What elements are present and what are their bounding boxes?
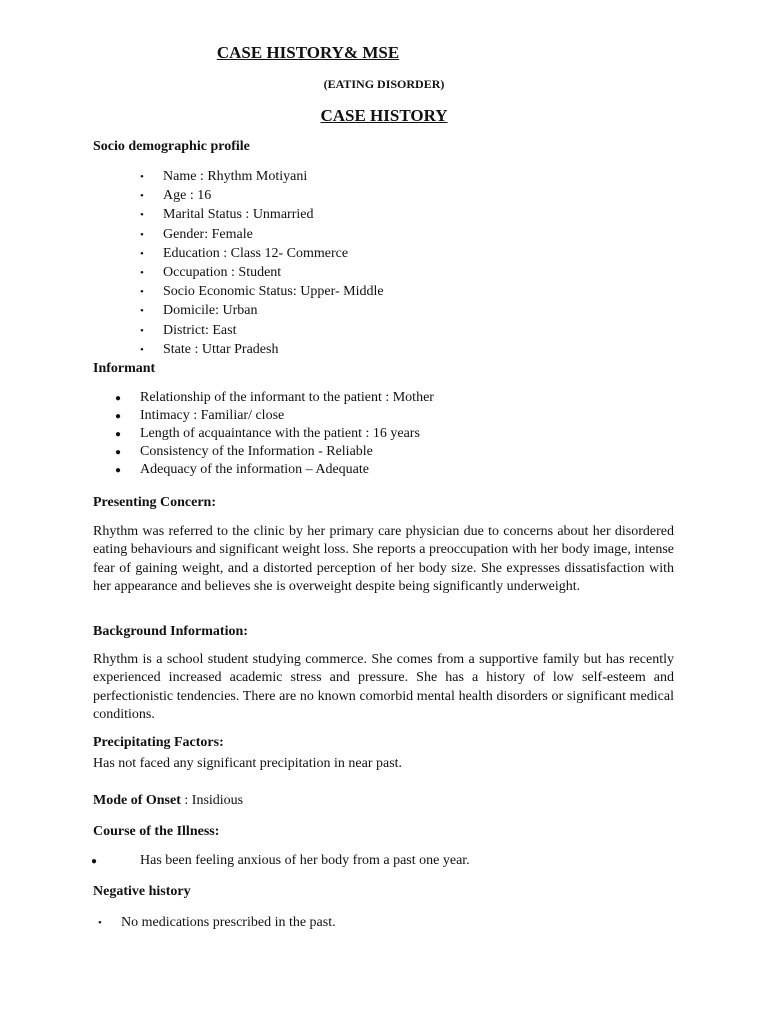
course-heading: Course of the Illness: bbox=[93, 824, 220, 839]
list-item bbox=[140, 227, 144, 243]
list-item bbox=[140, 323, 144, 339]
list-item bbox=[140, 342, 144, 358]
list-item-text: Socio Economic Status: Upper- Middle bbox=[163, 284, 384, 299]
list-item-text: Relationship of the informant to the patient : Mother bbox=[140, 390, 434, 405]
list-item bbox=[115, 426, 121, 442]
bullet-icon: ● bbox=[115, 447, 122, 458]
list-item bbox=[140, 246, 144, 262]
list-item bbox=[140, 284, 144, 300]
list-item-text: Consistency of the Information - Reliable bbox=[140, 444, 373, 459]
list-item-text: Name : Rhythm Motiyani bbox=[163, 169, 308, 184]
bullet-icon: ● bbox=[115, 465, 122, 476]
mode-of-onset-value: : Insidious bbox=[184, 793, 244, 808]
bullet-icon: • bbox=[140, 286, 144, 298]
list-item bbox=[115, 390, 121, 406]
list-item-text: Gender: Female bbox=[163, 227, 253, 242]
presenting-concern-text: Rhythm was referred to the clinic by her primary care physician due to concerns about her disordered eating behaviours and significant weight loss. She reports a preoccupation with her body image, intense fear of gaining weight, and a distorted perception of her body size. She expresses dissatisfaction with her appearance and believes she is overweight despite being significantly underweight. bbox=[93, 524, 674, 594]
case-history-heading: CASE HISTORY bbox=[320, 106, 448, 125]
bullet-icon: ● bbox=[115, 411, 122, 422]
socio-demographic-heading: Socio demographic profile bbox=[93, 139, 250, 154]
list-item bbox=[140, 265, 144, 281]
list-item bbox=[140, 303, 144, 319]
bullet-icon: • bbox=[140, 325, 144, 337]
bullet-icon: • bbox=[140, 190, 144, 202]
list-item bbox=[91, 853, 97, 869]
precipitating-text: Has not faced any significant precipitation in near past. bbox=[93, 756, 403, 771]
list-item-text: Occupation : Student bbox=[163, 265, 282, 280]
list-item-text: Age : 16 bbox=[163, 188, 212, 203]
precipitating-heading: Precipitating Factors: bbox=[93, 735, 224, 750]
list-item-text: Adequacy of the information – Adequate bbox=[140, 462, 369, 477]
list-item bbox=[140, 169, 144, 185]
document-title: CASE HISTORY& MSE bbox=[216, 43, 400, 62]
list-item bbox=[98, 915, 102, 931]
bullet-icon: • bbox=[98, 917, 102, 929]
list-item-text: State : Uttar Pradesh bbox=[163, 342, 279, 357]
list-item-text: Intimacy : Familiar/ close bbox=[140, 408, 285, 423]
bullet-icon: • bbox=[140, 267, 144, 279]
mode-of-onset-label: Mode of Onset bbox=[93, 793, 181, 808]
document-subtitle bbox=[0, 77, 768, 92]
list-item-text: District: East bbox=[163, 323, 237, 338]
list-item bbox=[115, 444, 121, 460]
bullet-icon: • bbox=[140, 305, 144, 317]
bullet-icon: • bbox=[140, 344, 144, 356]
bullet-icon: • bbox=[140, 171, 144, 183]
list-item-text: Education : Class 12- Commerce bbox=[163, 246, 349, 261]
list-item bbox=[115, 462, 121, 478]
list-item-text: Marital Status : Unmarried bbox=[163, 207, 314, 222]
negative-history-heading: Negative history bbox=[93, 884, 191, 899]
list-item-text: Has been feeling anxious of her body from a past one year. bbox=[140, 853, 470, 868]
list-item-text: Length of acquaintance with the patient : 16 years bbox=[140, 426, 420, 441]
bullet-icon: ● bbox=[115, 393, 122, 404]
background-heading: Background Information: bbox=[93, 624, 248, 639]
mode-of-onset bbox=[93, 793, 243, 809]
bullet-icon: ● bbox=[91, 856, 98, 867]
bullet-icon: ● bbox=[115, 429, 122, 440]
list-item-text: Domicile: Urban bbox=[163, 303, 258, 318]
bullet-icon: • bbox=[140, 248, 144, 260]
presenting-concern-heading: Presenting Concern: bbox=[93, 495, 216, 510]
list-item bbox=[115, 408, 121, 424]
background-text: Rhythm is a school student studying commerce. She comes from a supportive family but has recently experienced increased academic stress and pressure. She has a history of low self-esteem and perfectionistic tendencies. There are no known comorbid mental health disorders or significant medical conditions. bbox=[93, 652, 674, 722]
bullet-icon: • bbox=[140, 229, 144, 241]
list-item bbox=[140, 188, 144, 204]
list-item-text: No medications prescribed in the past. bbox=[121, 915, 336, 930]
subtitle-text: (EATING DISORDER) bbox=[323, 77, 445, 91]
list-item bbox=[140, 207, 144, 223]
informant-heading: Informant bbox=[93, 361, 156, 376]
bullet-icon: • bbox=[140, 209, 144, 221]
